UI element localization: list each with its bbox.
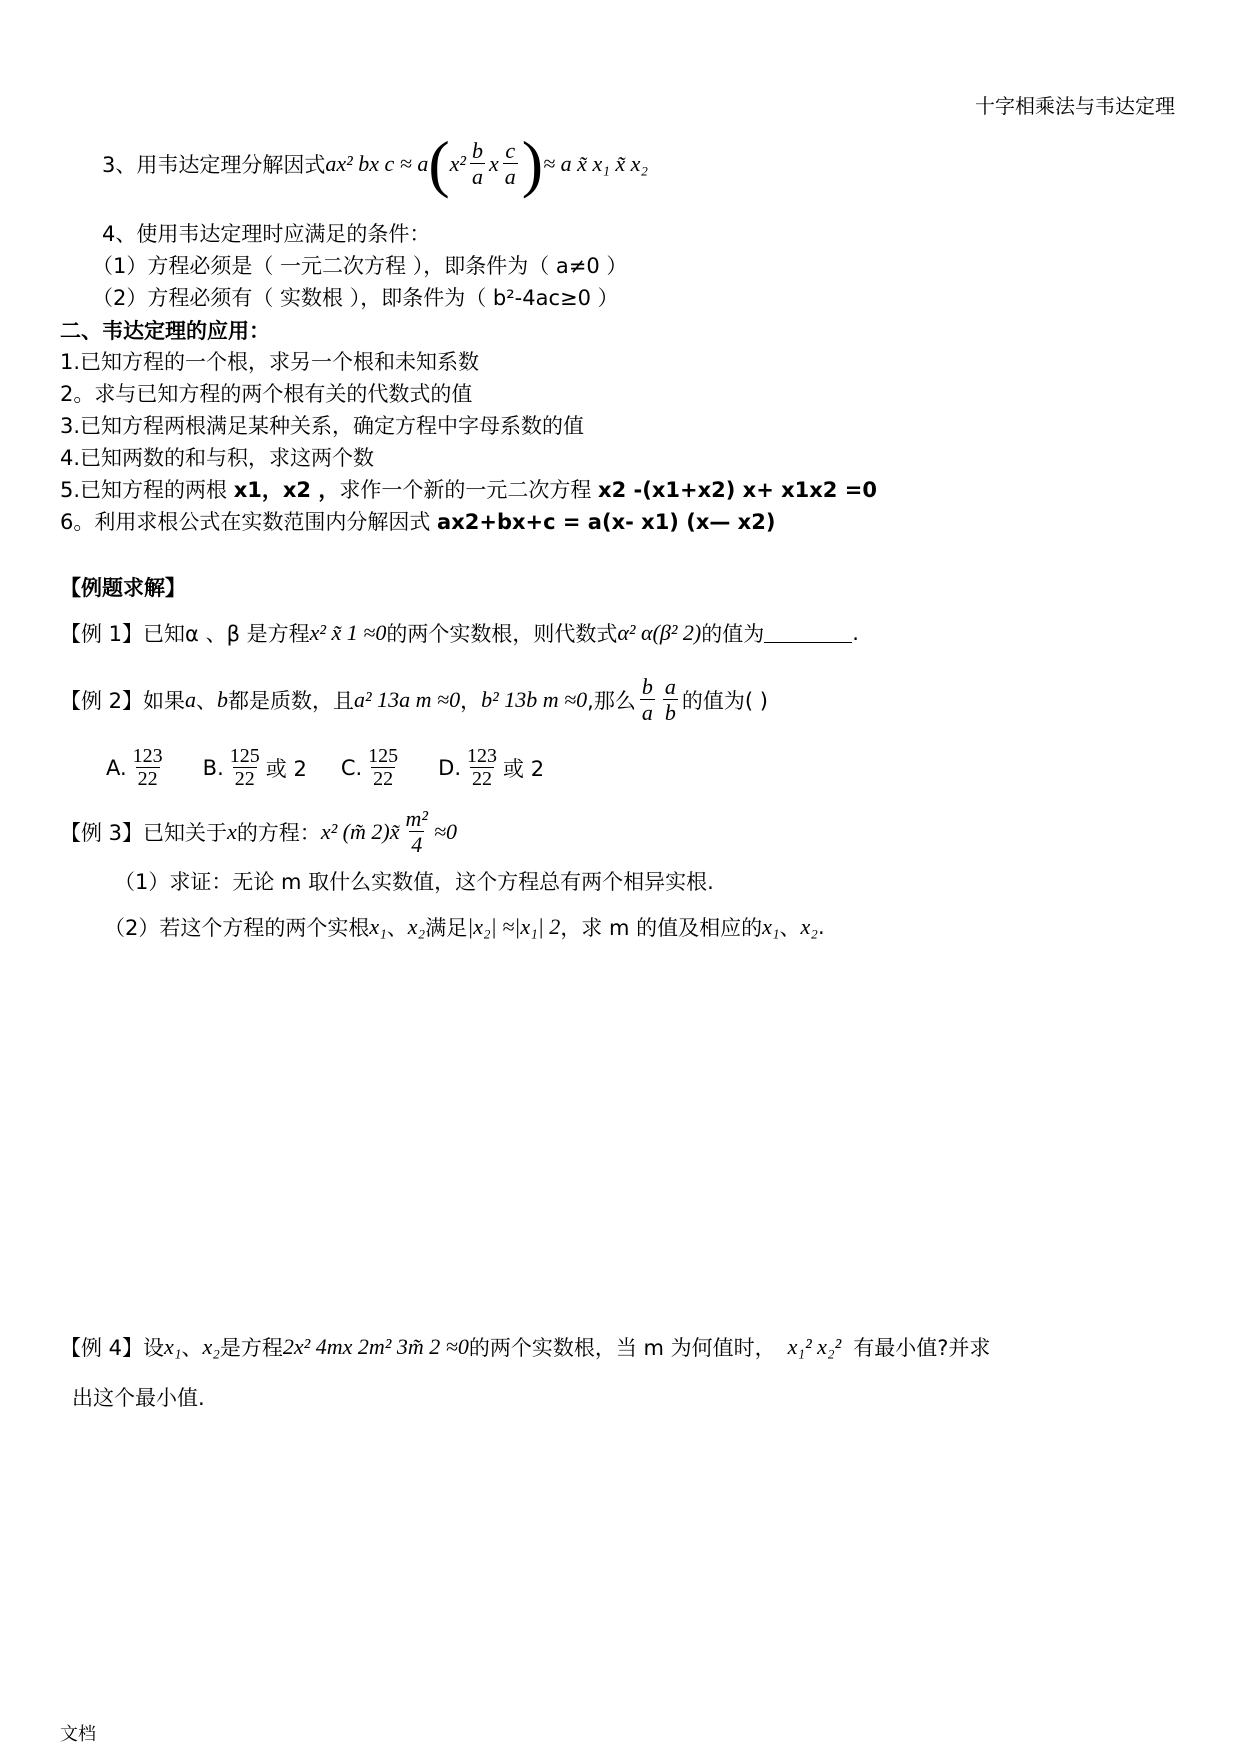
option-fraction [228,745,262,791]
app-item-2: 2。求与已知方程的两个根有关的代数式的值 [60,382,473,406]
example-2-text-c: 都是质数，且 [228,689,355,713]
option-label: D. [438,756,462,780]
item3-frac-c-a [503,139,518,189]
example-3-frac [403,807,429,857]
example-2-text-d: ， [460,689,482,713]
q2-text-f: . [817,915,825,939]
option-d[interactable] [438,745,544,791]
example-2-text-a: 如果 [143,689,186,713]
option-b[interactable] [203,745,307,791]
example-3-question-2 [104,912,825,942]
option-fraction [465,745,499,791]
q2-text-a: （2）若这个方程的两个实根 [104,916,370,940]
example-4-sum-squares: x₁² x₂² [787,1334,842,1359]
app-item-4: 4.已知两数的和与积，求这两个数 [60,446,375,470]
app-item-5-roots: x1，x2 ， [233,478,340,502]
app-item-5-equation: x2 -(x1+x2) x+ x1x2 =0 [598,478,877,502]
app-item-5-text2: 求作一个新的一元二次方程 [339,478,599,502]
example-4-x1: x₁ [164,1334,182,1359]
frac-denominator: 22 [137,768,158,790]
item3-lhs: ax² bx c ≈ a [325,151,429,176]
frac-numerator: b [472,137,484,163]
frac-numerator: c [505,137,516,163]
example-2-frac-a-b [663,675,678,725]
example-4-line-2: 出这个最小值. [72,1386,205,1410]
option-label: B. [202,756,224,780]
example-3-equals-zero: ≈0 [433,819,458,844]
q2-text-e: 、 [779,916,801,940]
option-fraction [366,745,400,791]
option-label: A. [106,756,127,780]
example-2-var-b: b [217,687,229,712]
example-4-text-b: 、 [181,1336,203,1360]
example-1-text-b: 的两个实数根，则代数式 [386,622,618,646]
app-item-3: 3.已知方程两根满足某种关系，确定方程中字母系数的值 [60,414,585,438]
item3-prefix: 3、用韦达定理分解因式 [102,153,326,177]
section2-heading: 二、韦达定理的应用： [60,319,270,343]
option-fraction [131,745,165,791]
example-4-equation: 2x² 4mx 2m² 3m̃ 2 ≈0 [282,1334,469,1359]
frac-numerator: a [664,673,676,699]
frac-numerator: 125 [368,745,399,767]
app-item-6-text: 6。利用求根公式在实数范围内分解因式 [60,510,438,534]
item4-cond2: （2）方程必须有（ 实数根 ），即条件为（ b²-4ac≥0 ） [92,286,619,310]
example-4-text-c: 是方程 [219,1336,283,1360]
frac-numerator: 123 [467,745,498,767]
example-3-var-x: x [227,819,237,844]
example-2-equation-b: b² 13b m ≈0 [481,687,588,712]
example-2-label: 【例 2】 [60,689,144,713]
examples-heading: 【例题求解】 [60,576,186,600]
option-a[interactable] [106,745,169,791]
example-1-text-c: 的值为 [701,622,765,646]
footer-label: 文档 [60,1724,96,1745]
example-2-text-f: 的值为( ) [681,689,768,713]
app-item-1: 1.已知方程的一个根，求另一个根和未知系数 [60,350,480,374]
example-1-expression: α² α(β² 2) [617,620,702,645]
example-1-text-a: 已知α 、β 是方程 [143,622,310,646]
example-4 [60,1332,990,1362]
q2-text-d: ，求 m 的值及相应的 [560,916,763,940]
frac-denominator: 22 [234,768,255,790]
frac-numerator: 125 [229,745,260,767]
q2-x1-b: x₁ [762,914,780,939]
frac-denominator: 22 [472,768,493,790]
example-1-end: . [852,621,859,645]
app-item-5 [60,474,877,504]
frac-numerator: b [641,673,653,699]
item3-rhs: ≈ a x̃ x₁ x̃ x₂ [543,151,649,176]
example-3-text-b: 的方程： [236,821,321,845]
item4-title: 4、使用韦达定理时应满足的条件： [102,222,431,246]
example-2-text-e: ,那么 [587,689,636,713]
example-3-equation: x² (m̃ 2)x̃ [320,819,400,844]
example-2-text-b: 、 [196,689,218,713]
app-item-6 [60,506,775,536]
right-paren: ) [521,128,544,199]
header-title: 十字相乘法与韦达定理 [975,94,1175,118]
q2-condition: |x₂| ≈|x₁| 2 [467,914,561,939]
example-4-x2: x₂ [202,1334,220,1359]
example-2-var-a: a [185,687,197,712]
frac-denominator: b [664,699,676,725]
item3-mid: x [489,151,499,176]
option-suffix: 或 2 [265,757,307,781]
example-4-label: 【例 4】 [60,1336,144,1360]
example-3-text-a: 已知关于 [143,821,228,845]
example-3 [60,802,457,862]
frac-denominator: a [472,163,484,189]
item4-cond1: （1）方程必须是（ 一元二次方程 ），即条件为（ a≠0 ） [92,254,628,278]
example-2-frac-b-a [640,675,655,725]
item3-frac-b-a [470,139,485,189]
option-label: C. [340,756,363,780]
frac-denominator: a [641,699,653,725]
option-suffix: 或 2 [503,757,545,781]
example-2-equation-a: a² 13a m ≈0 [354,687,461,712]
example-1-equation: x² x̃ 1 ≈0 [309,620,387,645]
left-paren: ( [428,128,450,199]
example-3-question-1: （1）求证：无论 m 取什么实数值，这个方程总有两个相异实根. [114,870,714,894]
frac-denominator: a [504,163,516,189]
q2-x2-b: x₂ [800,914,818,939]
app-item-5-text: 5.已知方程的两根 [60,478,234,502]
frac-numerator: 123 [132,745,163,767]
q2-x2: x₂ [407,914,426,939]
example-4-text-a: 设 [143,1336,165,1360]
example-3-label: 【例 3】 [60,821,144,845]
example-2 [60,670,768,730]
app-item-6-formula: ax2+bx+c = a(x- x1) (x— x2) [437,510,776,534]
example-4-text-e: 有最小值?并求 [853,1336,991,1360]
option-c[interactable] [341,745,404,791]
answer-blank [764,624,852,643]
q2-text-b: 、 [386,916,408,940]
example-1 [60,618,859,648]
frac-numerator: m² [405,805,428,831]
frac-denominator: 4 [411,831,423,857]
q2-x1: x₁ [369,914,387,939]
example-1-label: 【例 1】 [60,622,144,646]
item3-line [102,124,648,204]
example-2-options [106,738,578,798]
q2-text-c: 满足 [425,916,468,940]
frac-denominator: 22 [373,768,394,790]
example-4-text-d: 的两个实数根，当 m 为何值时， [468,1336,776,1360]
item3-x2: x² [449,151,467,176]
